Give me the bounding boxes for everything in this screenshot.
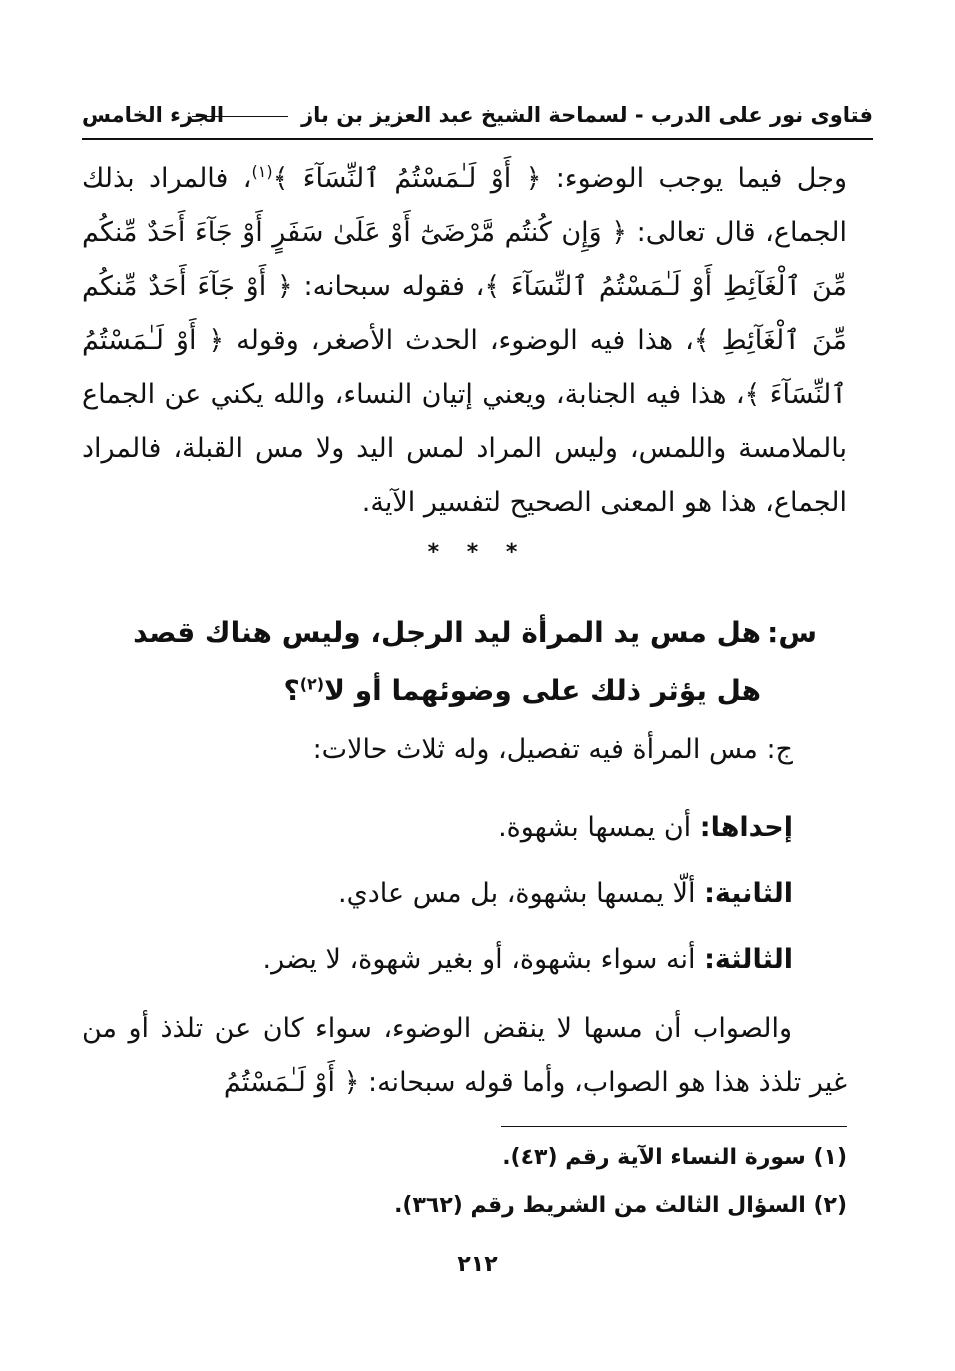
footnote-rule <box>501 1126 847 1127</box>
footnote-ref-2: (٢) <box>299 674 325 694</box>
intro-paragraph <box>82 152 847 530</box>
case-text: أن يمسها بشهوة. <box>498 812 692 843</box>
case-label: الثالثة: <box>704 944 793 975</box>
answer-case-1 <box>498 808 793 848</box>
question-block <box>112 604 817 720</box>
running-header <box>82 92 873 140</box>
question-text: هل مس يد المرأة ليد الرجل، وليس هناك قصد هل يؤثر ذلك على وضوئهما أو لا$^{(٢)}$؟ <box>133 616 761 707</box>
footnote-ref-1: (١) <box>251 162 273 181</box>
case-label: إحداها: <box>699 812 793 843</box>
section-separator: * * * <box>427 540 528 565</box>
book-title: فتاوى نور على الدرب - لسماحة الشيخ عبد العزيز بن باز <box>192 92 873 138</box>
case-text: ألّا يمسها بشهوة، بل مس عادي. <box>338 878 696 909</box>
case-text: أنه سواء بشهوة، أو بغير شهوة، لا يضر. <box>262 944 696 975</box>
intro-text-start: وجل فيما يوجب الوضوء: ﴿ أَوْ لَـٰمَسْتُمُ ٱلنِّسَآءَ ﴾ <box>272 163 847 194</box>
footnotes <box>300 1134 847 1230</box>
footnote-1: (١) سورة النساء الآية رقم (٤٣). <box>502 1145 847 1170</box>
answer-case-3 <box>263 940 794 980</box>
volume-label: الجزء الخامس <box>82 103 225 127</box>
answer-case-2 <box>338 874 793 914</box>
closing-paragraph: والصواب أن مسها لا ينقض الوضوء، سواء كان عن تلذذ أو من غير تلذذ هذا هو الصواب، وأما قوله سبحانه: ﴿ أَوْ لَـٰمَسْتُمُ <box>82 1013 847 1098</box>
intro-text-rest: ، فالمراد بذلك الجماع، قال تعالى: ﴿ وَإِن كُنتُم مَّرْضَىٰٓ أَوْ عَلَىٰ سَفَرٍ أَوْ جَآءَ أَحَدٌ مِّنكُم مِّنَ ٱلْغَآئِطِ أَوْ لَـٰمَسْتُمُ ٱلنِّسَآءَ ﴾، فقوله سبحانه: ﴿ أَوْ جَآءَ أَحَدٌ مِّنكُم مِّنَ ٱلْغَآئِطِ ﴾، هذا فيه الوضوء، الحدث الأصغر، وقوله ﴿ أَوْ لَـٰمَسْتُمُ ٱلنِّسَآءَ ﴾، هذا فيه الجنابة، ويعني إتيان النساء، والله يكني عن الجماع بالملامسة واللمس، وليس المراد لمس اليد ولا مس القبلة، فالمراد الجماع، هذا هو المعنى الصحيح لتفسير الآية. <box>82 163 847 518</box>
answer-intro: ج: مس المرأة فيه تفصيل، وله ثلاث حالات: <box>312 734 793 765</box>
footnote-2: (٢) السؤال الثالث من الشريط رقم (٣٦٢). <box>394 1193 847 1218</box>
case-label: الثانية: <box>704 878 793 909</box>
page-number: ٢١٢ <box>457 1252 498 1277</box>
question-label: س: <box>767 616 817 649</box>
